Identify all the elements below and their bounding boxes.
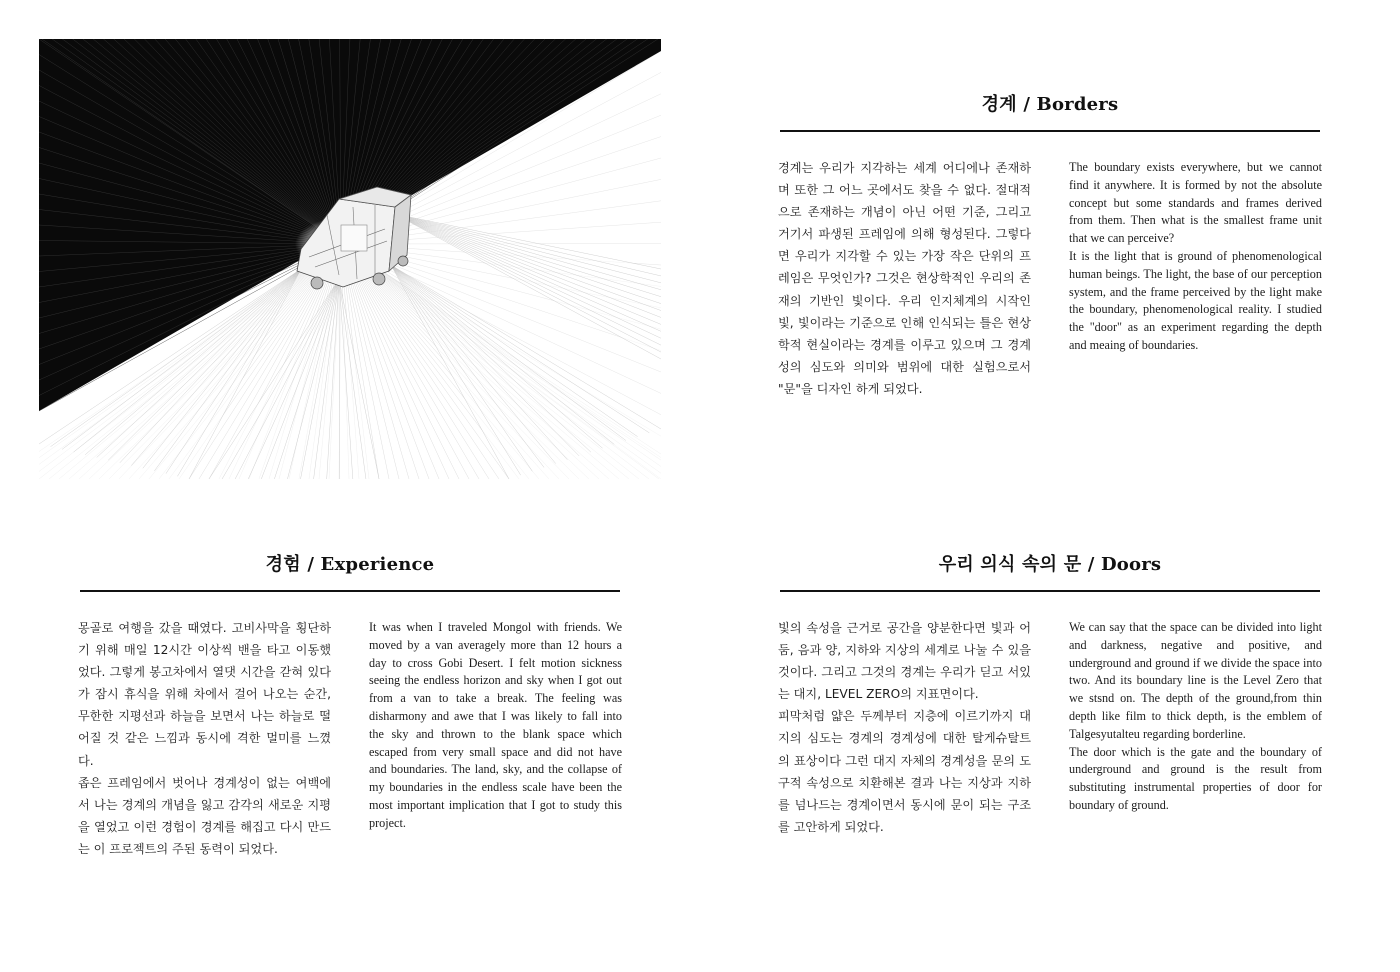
experience-korean-paragraph: 좁은 프레임에서 벗어나 경계성이 없는 여백에서 나는 경계의 개념을 잃고 감각의 새로운 지평을 열었고 이런 경험이 경계를 해집고 다시 만드는 이 프로젝트의 주된 동력이 되었다. <box>78 775 331 856</box>
doors-korean-paragraph: 피막처럼 얇은 두께부터 지층에 이르기까지 대지의 심도는 경계의 경계성에 대한 탈게슈탈트의 표상이다 그런 대지 자체의 경계성을 문의 도구적 속성으로 치환해본 결과 나는 지상과 지하를 넘나드는 경계이면서 동시에 문이 되는 구조를 고안하게 되었다. <box>778 709 1031 834</box>
doors-korean-text <box>778 617 1031 838</box>
borders-english-paragraph: The boundary exists everywhere, but we cannot find it anywhere. It is formed by not the absolute concept but some standards and frames derived from them. Then what is the smallest frame unit that we can perceive? <box>1069 160 1322 246</box>
experience-korean-text <box>78 617 331 860</box>
van-light-illustration <box>39 39 661 479</box>
borders-korean-paragraph: 경계는 우리가 지각하는 세계 어디에나 존재하며 또한 그 어느 곳에서도 찾을 수 없다. 절대적으로 존재하는 개념이 아닌 어떤 기준, 그리고 거기서 파생된 프레임에 의해 형성된다. 그렇다면 우리가 지각할 수 있는 가장 작은 단위의 프레임은 무엇인가? 그것은 현상학적인 우리의 존재의 기반인 빛이다. 우리 인지체계의 시작인 빛, 빛이라는 기준으로 인해 인식되는 틀은 현상학적 현실이라는 경계를 이루고 있으며 그 경계성의 심도와 의미와 범위에 대한 실험으로서 "문"을 디자인 하게 되었다. <box>778 161 1031 396</box>
borders-korean-text <box>778 157 1031 400</box>
experience-english-paragraph: It was when I traveled Mongol with friends. We moved by a van averagely more than 12 hours a day to cross Gobi Desert. I felt motion sickness seeing the endless horizon and sky when I got out from a van to take a break. The feeling was disharmony and awe that I was likely to fall into the sky and thrown to the blank space which escaped from very small space and did not have and boundaries. The land, sky, and the collapse of my boundaries in the endless scale have been the most important implication that I got to study this project. <box>369 620 622 830</box>
experience-english-text <box>369 619 622 833</box>
experience-title: 경험 / Experience <box>265 554 435 575</box>
doors-english-text <box>1069 619 1322 815</box>
doors-divider <box>780 590 1320 592</box>
borders-divider <box>780 130 1320 132</box>
doors-english-paragraph: The door which is the gate and the boundary of underground and ground is the result from substituting instrumental properties of door for boundary of ground. <box>1069 744 1322 812</box>
experience-divider <box>80 590 620 592</box>
illustration-canvas <box>39 39 661 479</box>
doors-english-paragraph: We can say that the space can be divided into light and darkness, negative and positive, and underground and ground if we divide the space into two. And its boundary line is the Level Zero that we stsnd on. The depth of the ground,from thin depth like film to thick depth, is the emblem of Talgesyutalteu regarding borderline. <box>1069 620 1322 741</box>
borders-english-text <box>1069 159 1322 355</box>
doors-title: 우리 의식 속의 문 / Doors <box>938 554 1162 575</box>
experience-korean-paragraph: 몽골로 여행을 갔을 때였다. 고비사막을 횡단하기 위해 매일 12시간 이상씩 밴을 타고 이동했었다. 그렇게 봉고차에서 열댓 시간을 갇혀 있다가 잠시 휴식을 위해 차에서 걸어 나오는 순간, 무한한 지평선과 하늘을 보면서 나는 하늘로 떨어질 것 같은 느낌과 동시에 격한 멀미를 느꼈다. <box>78 621 331 768</box>
borders-english-paragraph: It is the light that is ground of phenomenological human beings. The light, the base of our perception system, and the frame perceived by the light make the boundary, phenomenological reality. I studied the "door" as an experiment regarding the depth and meaing of boundaries. <box>1069 248 1322 352</box>
borders-title: 경계 / Borders <box>981 94 1119 115</box>
doors-korean-paragraph: 빛의 속성을 근거로 공간을 양분한다면 빛과 어둠, 음과 양, 지하와 지상의 세계로 나눌 수 있을 것이다. 그리고 그것의 경계는 우리가 딛고 서있는 대지, LEVEL ZERO의 지표면이다. <box>778 621 1031 702</box>
